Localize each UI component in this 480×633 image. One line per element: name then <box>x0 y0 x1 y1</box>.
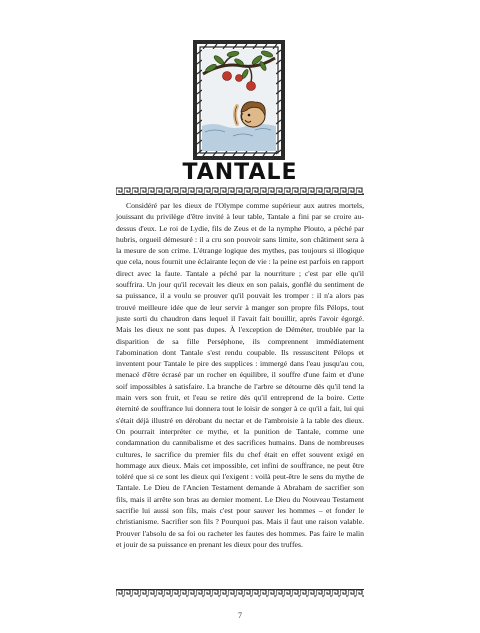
greek-frieze-top <box>116 187 364 195</box>
tantale-illustration <box>193 40 285 160</box>
page-title: TANTALE <box>182 160 298 185</box>
page-number: 7 <box>238 611 242 620</box>
greek-frieze-bottom <box>116 589 364 597</box>
body-paragraph: Considéré par les dieux de l'Olympe comme supérieur aux autres mortels, jouissant du privilège d'être invité à leur table, Tantale a fini par se croire au-dessus d'eux. Le roi de Lydie, fils de Zeus et de la nymphe Plouto, a péché par hubris, orgueil démesuré : il a cru son pouvoir sans limite, son châtiment sera à la mesure de son crime. L'étrange logique des mythes, pas toujours si illogique que cela, nous fournit une éclairante leçon de vie : la peine est parfois en rapport direct avec la faute. Tantale a péché par la nourriture ; c'est par elle qu'il souffrira. Un jour qu'il recevait les dieux en son palais, gonflé du sentiment de sa puissance, il a voulu se prouver qu'il pouvait les tromper : il n'a alors pas trouvé meilleure idée que de leur servir à manger son propre fils Pélops, tout juste sorti du chaudron dans lequel il l'avait fait bouillir, après l'avoir égorgé. Mais les dieux ne sont pas dupes. À l'exception de Déméter, troublée par la disparition de sa fille Perséphone, ils comprennent immédiatement l'abomination dont Tantale s'est rendu coupable. Ils ressuscitent Pélops et inventent pour Tantale le pire des supplices : immergé dans l'eau jusqu'au cou, menacé d'être écrasé par un rocher en équilibre, il souffre d'une faim et d'une soif impossibles à satisfaire. La branche de l'arbre se détourne dès qu'il tend la main vers son fruit, et l'eau se retire dès qu'il entreprend de la boire. Cette éternité de souffrance lui donnera tout le loisir de songer à ce qu'il a fait, lui qui s'était déjà illustré en dérobant du nectar et de l'ambroisie à la table des dieux. On pourrait interpréter ce mythe, et la punition de Tantale, comme une condamnation du cannibalisme et des sacrifices humains. Dans de nombreuses cultures, le sacrifice du premier fils du chef était en effet souvent exigé en hommage aux dieux. Mais cet impossible, cet infini de souffrance, ne peut être toléré que si ce sont les dieux qui l'exigent : voilà peut-être le sens du mythe de Tantale. Le Dieu de l'Ancien Testament demande à Abraham de sacrifier son fils, mais il arrête son bras au dernier moment. Le Dieu du Nouveau Testament sacrifie lui aussi son fils, mais c'est pour sauver les hommes – et fonder le christianisme. Sacrifier son fils ? Pourquoi pas. Mais il faut une raison valable. Prouver l'absolu de sa foi ou racheter les fautes des hommes. Pas faire le malin et jouir de sa puissance en prenant les dieux pour des truffes. <box>116 201 364 549</box>
